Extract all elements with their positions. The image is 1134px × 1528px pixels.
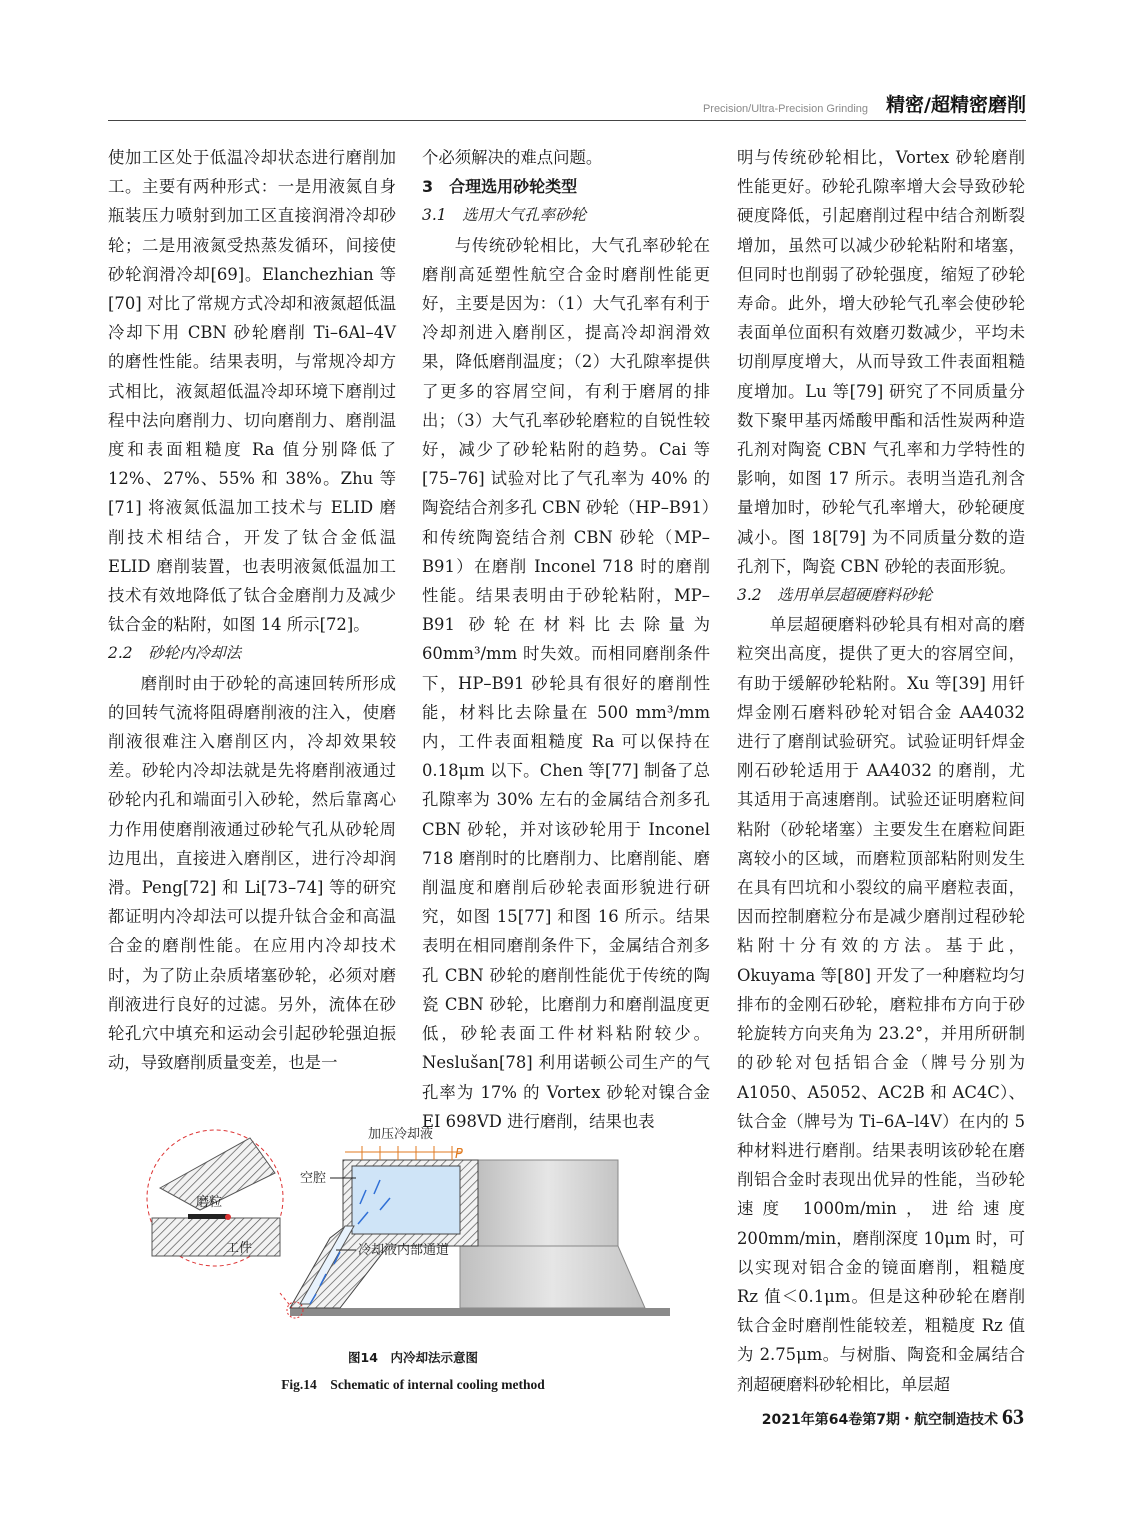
header-english: Precision/Ultra-Precision Grinding [702, 103, 868, 115]
section-heading-3: 3 合理选用砂轮类型 [422, 177, 578, 197]
pressure-arrows [345, 1146, 462, 1160]
label-grain: 磨粒 [196, 1195, 223, 1210]
section-heading-2-2: 2.2 砂轮内冷却法 [108, 644, 242, 663]
paragraph: 磨削时由于砂轮的高速回转所形成的回转气流将阻碍磨削液的注入，使磨削液很难注入磨削区内，冷却效果较差。砂轮内冷却法就是先将磨削液通过砂轮内孔和端面引入砂轮，然后靠离心力作用使磨削液通过砂轮气孔从砂轮周边甩出，直接进入磨削区，进行冷却润滑。Peng[72] 和 Li[73–74] 等的研究都证明内冷却法可以提升钛合金和高温合金的磨削性能。在应用内冷却技术时，为了防止杂质堵塞砂轮，必须对磨削液进行良好的过滤。另外，流体在砂轮孔穴中填充和运动会引起砂轮强迫振动，导致磨削质量变差，也是一 [108, 673, 396, 1073]
journal-issue: 2021年第64卷第7期・航空制造技术 [761, 1412, 998, 1428]
label-workpiece: 工件 [226, 1241, 253, 1256]
figure-caption-chinese: 图14 内冷却法示意图 [348, 1350, 478, 1365]
wheel-hub [478, 1160, 618, 1246]
wheel-flange [460, 1246, 645, 1308]
wheel-base [290, 1308, 670, 1316]
workpiece-detail [152, 1218, 280, 1256]
label-internal-channel: 冷却液内部通道 [358, 1243, 450, 1258]
paragraph: 个必须解决的难点问题。 [422, 148, 603, 167]
page-footer [762, 1404, 1024, 1430]
paragraph: 单层超硬磨料砂轮具有相对高的磨粒突出高度，提供了更大的容屑空间，有助于缓解砂轮粘附。Xu 等[39] 用钎焊金刚石磨料砂轮对铝合金 AA4032 进行了磨削试验研究。试验证明钎焊金刚石砂轮适用于 AA4032 的磨削，尤其适用于高速磨削。试验还证明磨粒间粘附（砂轮堵塞）主要发生在磨粒间距离较小的区域，而磨粒顶部粘附则发生在具有凹坑和小裂纹的扁平磨粒表面，因而控制磨粒分布是减少磨削过程砂轮粘附十分有效的方法。基于此，Okuyama 等[80] 开发了一种磨粒均匀排布的金刚石砂轮，磨粒排布方向于砂轮旋转方向夹角为 23.2°，并用所研制的砂轮对包括铝合金（牌号分别为 A1050、A5052、AC2B 和 AC4C）、钛合金（牌号为 Ti–6A–l4V）在内的 5 种材料进行磨削。结果表明该砂轮在磨削铝合金时表现出优异的性能，当砂轮速度 1000m/min，进给速度 200mm/min，磨削深度 10μm 时，可以实现对铝合金的镜面磨削，粗糙度 Rz 值＜0.1μm。但是这种砂轮在磨削钛合金时磨削性能较差，粗糙度 Rz 值为 2.75μm。与树脂、陶瓷和金属结合剂超硬磨料砂轮相比，单层超 [737, 615, 1025, 1394]
page-number: 63 [1002, 1404, 1024, 1429]
column-middle [422, 143, 710, 1131]
coolant-cavity [352, 1166, 460, 1234]
section-heading-3-1: 3.1 选用大气孔率砂轮 [422, 206, 587, 225]
label-pressure-p: P [455, 1147, 463, 1162]
label-pressure-coolant: 加压冷却液 [368, 1127, 434, 1142]
figure-caption-english: Fig.14 Schematic of internal cooling method [281, 1377, 545, 1392]
figure-14-diagram [140, 1118, 680, 1336]
label-cavity: 空腔 [300, 1171, 327, 1186]
paragraph: 与传统砂轮相比，大气孔率砂轮在磨削高延塑性航空合金时磨削性能更好，主要是因为：（1）大气孔率有利于冷却剂进入磨削区，提高冷却润滑效果，降低磨削温度；（2）大孔隙率提供了更多的容屑空间，有利于磨屑的排出；（3）大气孔率砂轮磨粒的自锐性较好，减少了砂轮粘附的趋势。Cai 等[75–76] 试验对比了气孔率为 40% 的陶瓷结合剂多孔 CBN 砂轮（HP–B91）和传统陶瓷结合剂 CBN 砂轮（MP–B91）在磨削 Inconel 718 时的磨削性能。结果表明由于砂轮粘附，MP–B91 砂轮在材料比去除量为 60mm³/mm 时失效。而相同磨削条件下，HP–B91 砂轮具有很好的磨削性能，材料比去除量在 500 mm³/mm 内，工件表面粗糙度 Ra 可以保持在 0.18μm 以下。Chen 等[77] 制备了总孔隙率为 30% 左右的金属结合剂多孔 CBN 砂轮，并对该砂轮用于 Inconel 718 磨削时的比磨削力、比磨削能、磨削温度和磨削后砂轮表面形貌进行研究，如图 15[77] 和图 16 所示。结果表明在相同磨削条件下，金属结合剂多孔 CBN 砂轮的磨削性能优于传统的陶瓷 CBN 砂轮，比磨削力和磨削温度更低，砂轮表面工件材料粘附较少。Neslušan[78] 利用诺顿公司生产的气孔率为 17% 的 Vortex 砂轮对镍合金 EI 698VD 进行磨削，结果也表 [422, 235, 710, 1131]
column-right [737, 143, 1025, 1413]
header-chinese: 精密/超精密磨削 [886, 94, 1026, 116]
section-heading-3-2: 3.2 选用单层超硬磨料砂轮 [737, 586, 933, 605]
paragraph: 明与传统砂轮相比，Vortex 砂轮磨削性能更好。砂轮孔隙率增大会导致砂轮硬度降低，引起磨削过程中结合剂断裂增加，虽然可以减少砂轮粘附和堵塞，但同时也削弱了砂轮强度，缩短了砂轮寿命。此外，增大砂轮气孔率会使砂轮表面单位面积有效磨刃数减少，平均未切削厚度增大，从而导致工件表面粗糙度增加。Lu 等[79] 研究了不同质量分数下聚甲基丙烯酸甲酯和活性炭两种造孔剂对陶瓷 CBN 气孔率和力学特性的影响，如图 17 所示。表明当造孔剂含量增加时，砂轮气孔率增大，砂轮硬度减小。图 18[79] 为不同质量分数的造孔剂下，陶瓷 CBN 砂轮的表面形貌。 [737, 148, 1025, 576]
detail-link-line [280, 1293, 292, 1308]
grain-detail [188, 1214, 228, 1219]
running-header [108, 88, 1026, 121]
column-left [108, 143, 396, 1083]
contact-point [225, 1214, 231, 1220]
paragraph: 使加工区处于低温冷却状态进行磨削加工。主要有两种形式：一是用液氮自身瓶装压力喷射到加工区直接润滑冷却砂轮；二是用液氮受热蒸发循环，间接使砂轮润滑冷却[69]。Elanchezhian 等[70] 对比了常规方式冷却和液氮超低温冷却下用 CBN 砂轮磨削 Ti–6Al–4V 的磨性性能。结果表明，与常规冷却方式相比，液氮超低温冷却环境下磨削过程中法向磨削力、切向磨削力、磨削温度和表面粗糙度 Ra 值分别降低了 12%、27%、55% 和 38%。Zhu 等[71] 将液氮低温加工技术与 ELID 磨削技术相结合，开发了钛合金低温 ELID 磨削装置，也表明液氮低温加工技术有效地降低了钛合金磨削力及减少钛合金的粘附，如图 14 所示[72]。 [108, 148, 396, 635]
